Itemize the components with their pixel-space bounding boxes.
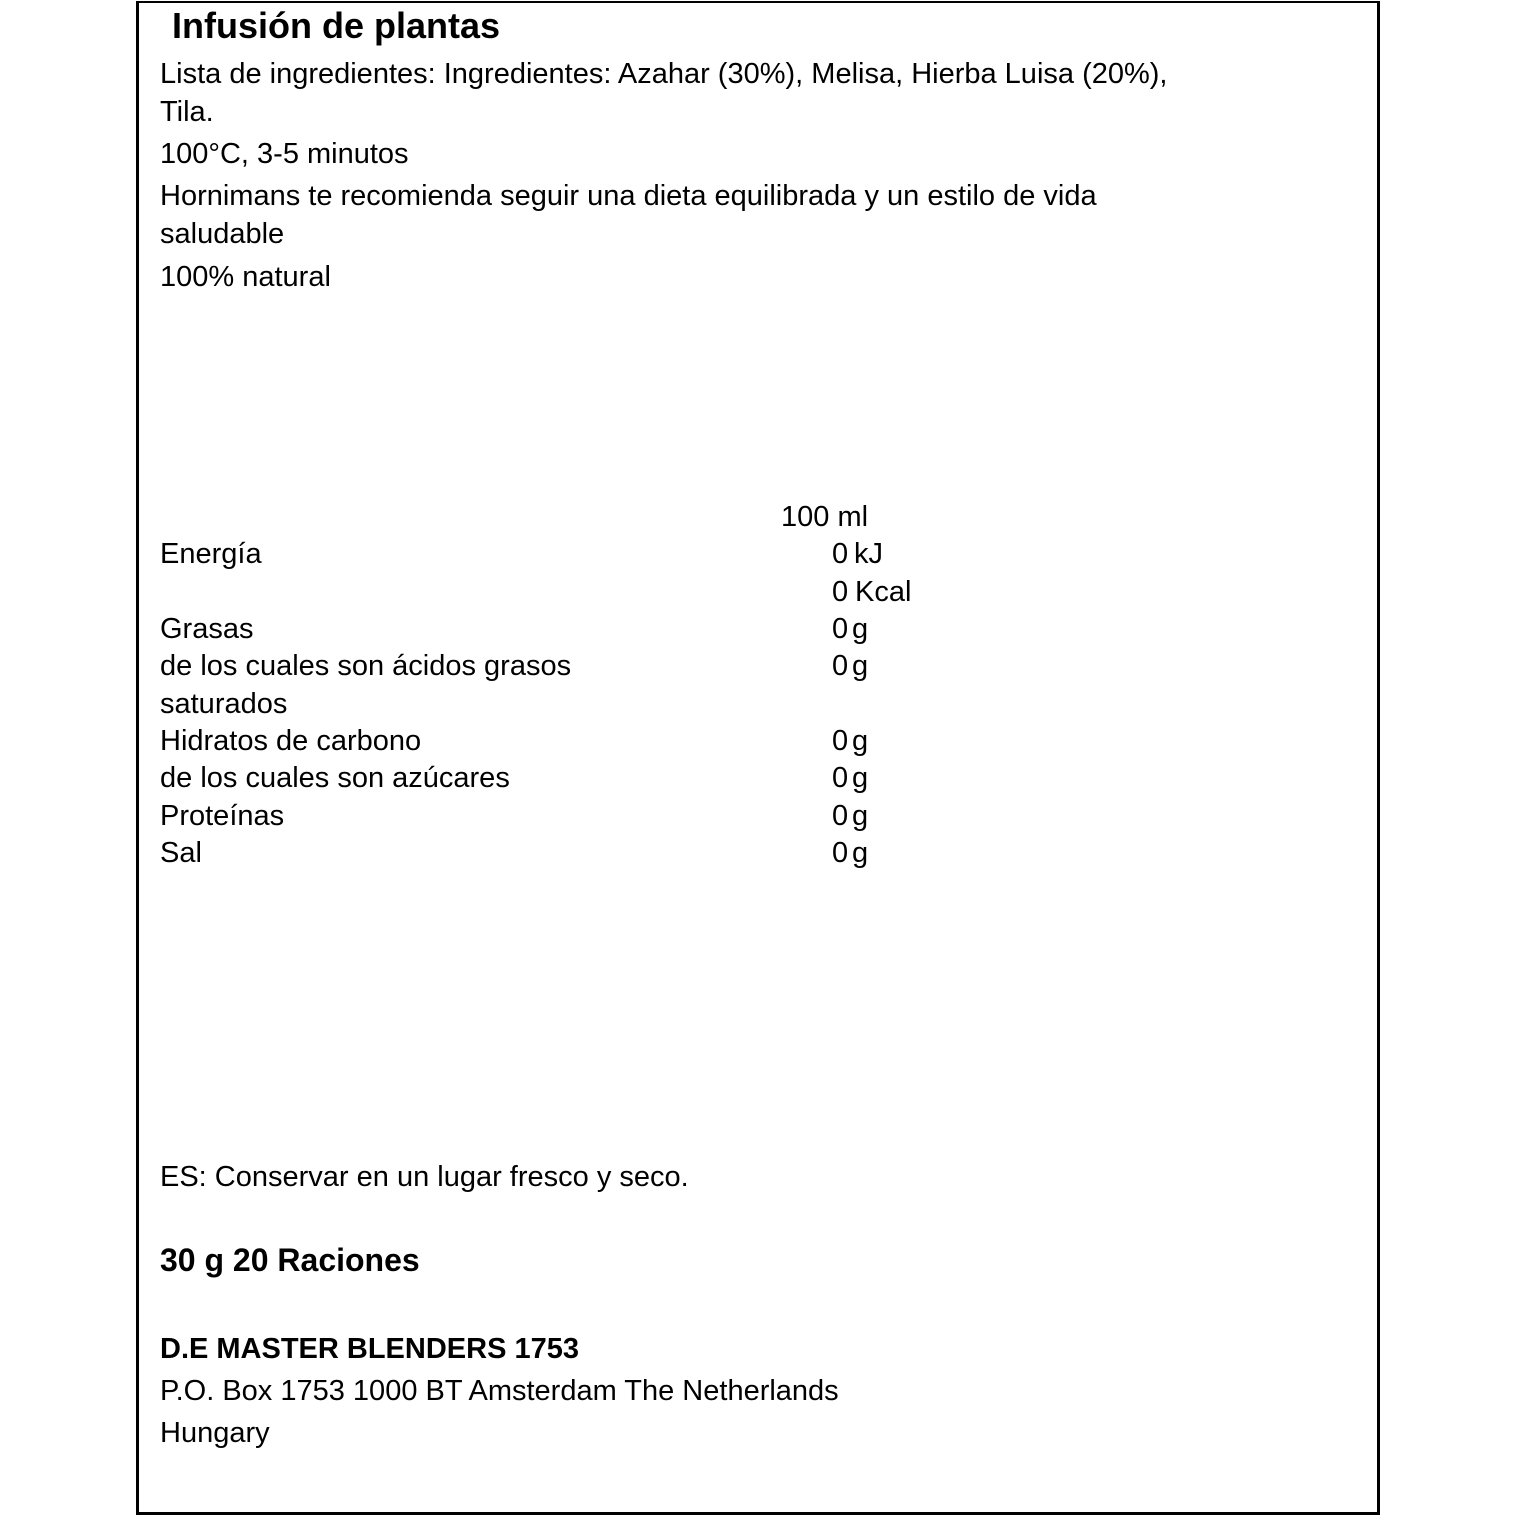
nutrition-label-carbohydrates: Hidratos de carbono [160, 725, 422, 757]
nutrition-label-energy: Energía [160, 538, 262, 570]
nutrition-unit-sugars: g [852, 762, 869, 794]
natural-claim: 100% natural [160, 261, 331, 293]
ingredients-line-2: Tila. [160, 96, 214, 128]
nutrition-per-header: 100 ml [781, 501, 869, 533]
ingredients-line-1: Lista de ingredientes: Ingredientes: Azahar (30%), Melisa, Hierba Luisa (20%), [160, 58, 1168, 90]
nutrition-value-carbohydrates: 0 [832, 725, 849, 757]
nutrition-value-salt: 0 [832, 837, 849, 869]
preparation-instructions: 100°C, 3-5 minutos [160, 138, 409, 170]
manufacturer-address: P.O. Box 1753 1000 BT Amsterdam The Netherlands [160, 1375, 839, 1407]
nutrition-unit-energy-kj: kJ [854, 538, 883, 570]
nutrition-label-fat: Grasas [160, 613, 254, 645]
nutrition-unit-salt: g [852, 837, 869, 869]
nutrition-value-fat: 0 [832, 613, 849, 645]
nutrition-value-energy-kj: 0 [832, 538, 849, 570]
nutrition-unit-saturated: g [852, 650, 869, 682]
net-quantity: 30 g 20 Raciones [160, 1242, 420, 1278]
nutrition-value-protein: 0 [832, 800, 849, 832]
nutrition-unit-energy-kcal: Kcal [855, 576, 912, 608]
nutrition-value-energy-kcal: 0 [832, 576, 849, 608]
nutrition-unit-carbohydrates: g [852, 725, 869, 757]
nutrition-label-sugars: de los cuales son azúcares [160, 762, 510, 794]
manufacturer-name: D.E MASTER BLENDERS 1753 [160, 1333, 579, 1365]
nutrition-value-sugars: 0 [832, 762, 849, 794]
nutrition-label-saturated-line-2: saturados [160, 688, 288, 720]
nutrition-label-protein: Proteínas [160, 800, 285, 832]
nutrition-label-saturated-line-1: de los cuales son ácidos grasos [160, 650, 572, 682]
storage-instructions: ES: Conservar en un lugar fresco y seco. [160, 1161, 689, 1193]
recommendation-line-1: Hornimans te recomienda seguir una dieta equilibrada y un estilo de vida [160, 180, 1097, 212]
nutrition-unit-fat: g [852, 613, 869, 645]
nutrition-unit-protein: g [852, 800, 869, 832]
recommendation-line-2: saludable [160, 218, 285, 250]
nutrition-label-salt: Sal [160, 837, 202, 869]
country-of-origin: Hungary [160, 1417, 270, 1449]
nutrition-value-saturated: 0 [832, 650, 849, 682]
product-title: Infusión de plantas [172, 5, 501, 46]
